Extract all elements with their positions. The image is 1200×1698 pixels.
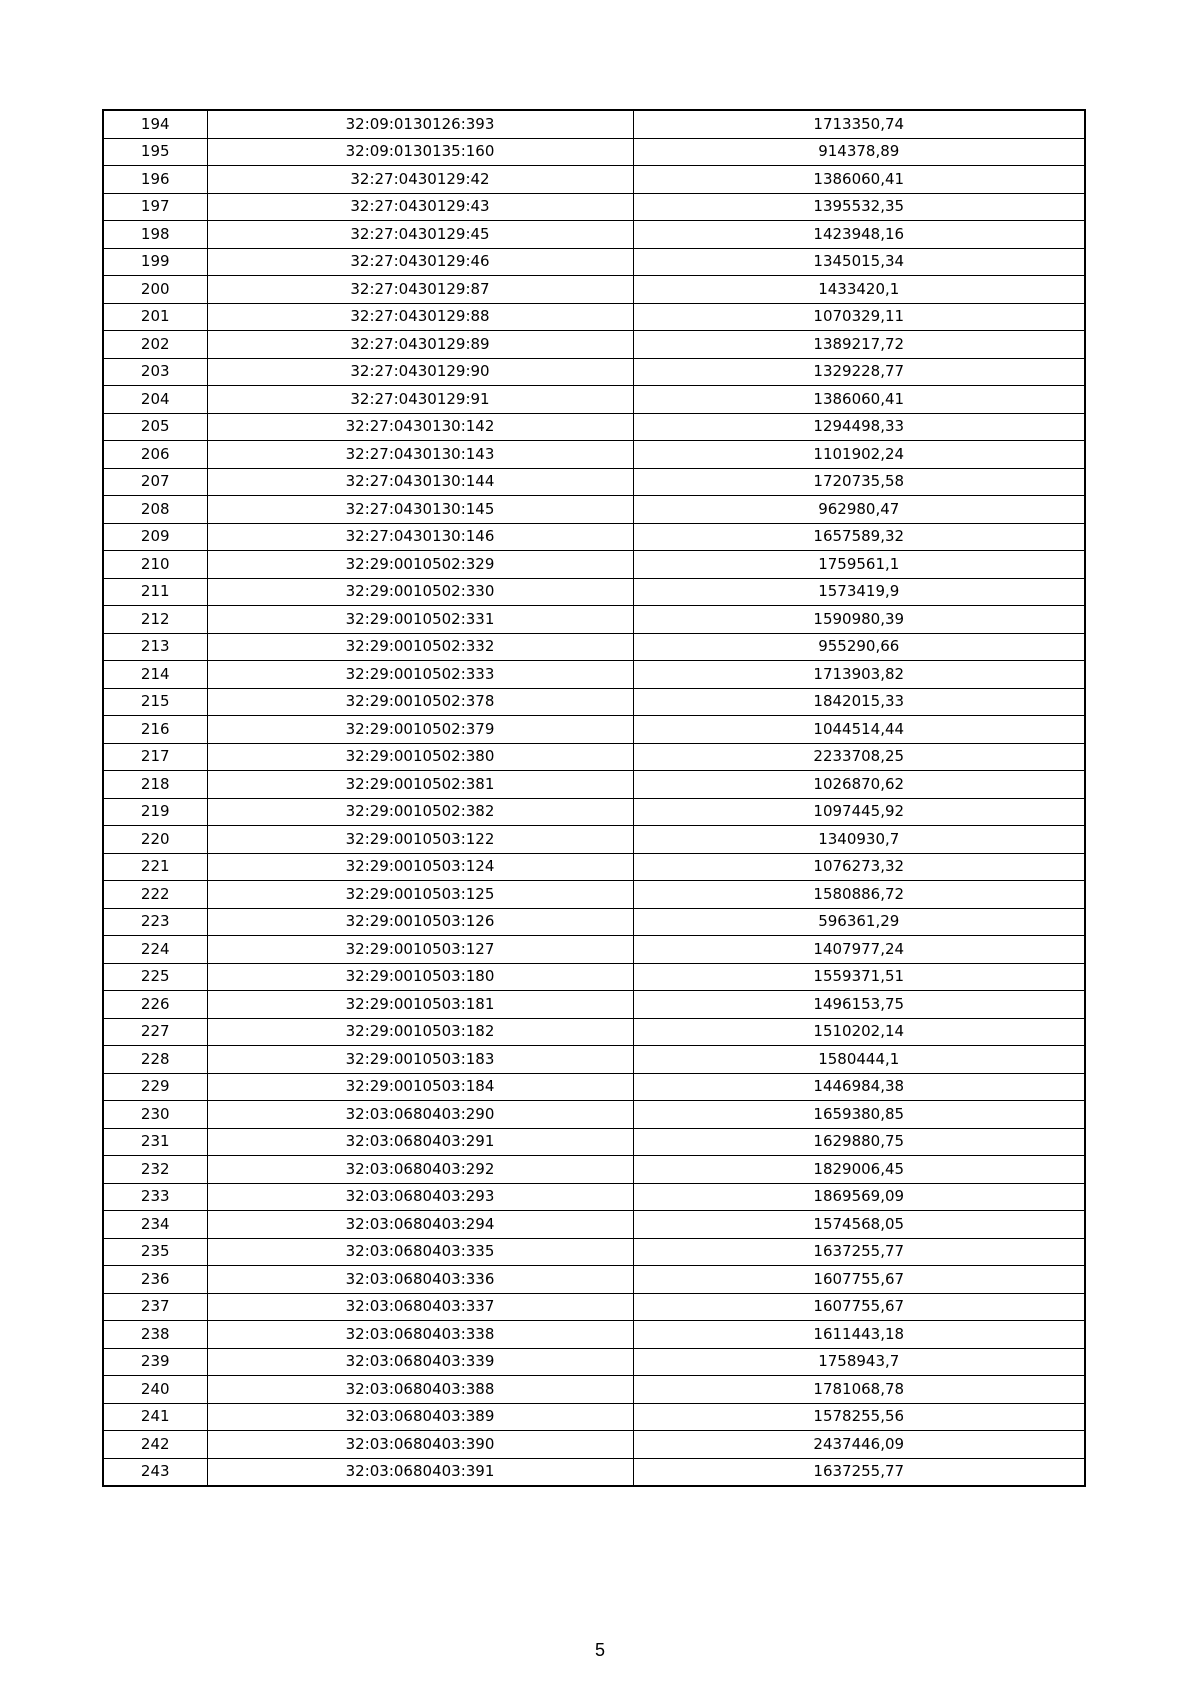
- value-cell: 596361,29: [633, 908, 1085, 936]
- table-row: [103, 1376, 1085, 1404]
- cadastral-number-cell: 32:29:0010503:122: [207, 826, 633, 854]
- table-row: [103, 1046, 1085, 1074]
- cadastral-number-cell: 32:27:0430130:145: [207, 496, 633, 524]
- value-cell: 1386060,41: [633, 386, 1085, 414]
- cadastral-number-cell: 32:27:0430129:88: [207, 303, 633, 331]
- cadastral-number-cell: 32:29:0010503:127: [207, 936, 633, 964]
- table-row: [103, 193, 1085, 221]
- row-number-cell: 222: [103, 881, 207, 909]
- row-number-cell: 242: [103, 1431, 207, 1459]
- table-row: [103, 798, 1085, 826]
- table-row: [103, 963, 1085, 991]
- value-cell: 1720735,58: [633, 468, 1085, 496]
- row-number-cell: 195: [103, 138, 207, 166]
- cadastral-number-cell: 32:09:0130135:160: [207, 138, 633, 166]
- row-number-cell: 218: [103, 771, 207, 799]
- cadastral-number-cell: 32:03:0680403:293: [207, 1183, 633, 1211]
- value-cell: 1340930,7: [633, 826, 1085, 854]
- cadastral-number-cell: 32:27:0430130:144: [207, 468, 633, 496]
- value-cell: 1842015,33: [633, 688, 1085, 716]
- value-cell: 1607755,67: [633, 1266, 1085, 1294]
- table-row: [103, 826, 1085, 854]
- row-number-cell: 209: [103, 523, 207, 551]
- cadastral-number-cell: 32:29:0010503:184: [207, 1073, 633, 1101]
- row-number-cell: 230: [103, 1101, 207, 1129]
- value-cell: 1389217,72: [633, 331, 1085, 359]
- table-row: [103, 633, 1085, 661]
- value-cell: 1758943,7: [633, 1348, 1085, 1376]
- value-cell: 1329228,77: [633, 358, 1085, 386]
- row-number-cell: 228: [103, 1046, 207, 1074]
- cadastre-value-table: [102, 109, 1086, 1487]
- value-cell: 1433420,1: [633, 276, 1085, 304]
- table-row: [103, 578, 1085, 606]
- value-cell: 1759561,1: [633, 551, 1085, 579]
- row-number-cell: 236: [103, 1266, 207, 1294]
- cadastral-number-cell: 32:29:0010502:330: [207, 578, 633, 606]
- table-row: [103, 1293, 1085, 1321]
- value-cell: 1580444,1: [633, 1046, 1085, 1074]
- table-row: [103, 138, 1085, 166]
- cadastral-number-cell: 32:27:0430129:87: [207, 276, 633, 304]
- value-cell: 1097445,92: [633, 798, 1085, 826]
- cadastral-number-cell: 32:27:0430129:89: [207, 331, 633, 359]
- row-number-cell: 234: [103, 1211, 207, 1239]
- row-number-cell: 223: [103, 908, 207, 936]
- row-number-cell: 212: [103, 606, 207, 634]
- value-cell: 1044514,44: [633, 716, 1085, 744]
- row-number-cell: 229: [103, 1073, 207, 1101]
- cadastral-number-cell: 32:03:0680403:291: [207, 1128, 633, 1156]
- table-row: [103, 248, 1085, 276]
- cadastral-number-cell: 32:27:0430130:146: [207, 523, 633, 551]
- cadastral-number-cell: 32:29:0010502:379: [207, 716, 633, 744]
- value-cell: 1026870,62: [633, 771, 1085, 799]
- value-cell: 1578255,56: [633, 1403, 1085, 1431]
- table-row: [103, 743, 1085, 771]
- value-cell: 1607755,67: [633, 1293, 1085, 1321]
- table-row: [103, 358, 1085, 386]
- value-cell: 1345015,34: [633, 248, 1085, 276]
- row-number-cell: 231: [103, 1128, 207, 1156]
- table-row: [103, 1266, 1085, 1294]
- cadastral-number-cell: 32:29:0010502:381: [207, 771, 633, 799]
- row-number-cell: 233: [103, 1183, 207, 1211]
- cadastral-number-cell: 32:03:0680403:290: [207, 1101, 633, 1129]
- row-number-cell: 205: [103, 413, 207, 441]
- cadastral-number-cell: 32:03:0680403:335: [207, 1238, 633, 1266]
- table-row: [103, 331, 1085, 359]
- table-row: [103, 1348, 1085, 1376]
- value-cell: 1101902,24: [633, 441, 1085, 469]
- table-row: [103, 1156, 1085, 1184]
- table-row: [103, 413, 1085, 441]
- value-cell: 1629880,75: [633, 1128, 1085, 1156]
- row-number-cell: 237: [103, 1293, 207, 1321]
- table-row: [103, 221, 1085, 249]
- value-cell: 1386060,41: [633, 166, 1085, 194]
- cadastral-number-cell: 32:29:0010502:329: [207, 551, 633, 579]
- cadastral-number-cell: 32:27:0430130:143: [207, 441, 633, 469]
- cadastral-number-cell: 32:29:0010502:380: [207, 743, 633, 771]
- cadastral-number-cell: 32:03:0680403:389: [207, 1403, 633, 1431]
- value-cell: 1574568,05: [633, 1211, 1085, 1239]
- table-row: [103, 1238, 1085, 1266]
- row-number-cell: 202: [103, 331, 207, 359]
- row-number-cell: 243: [103, 1458, 207, 1486]
- cadastral-number-cell: 32:29:0010503:126: [207, 908, 633, 936]
- row-number-cell: 200: [103, 276, 207, 304]
- value-cell: 1590980,39: [633, 606, 1085, 634]
- row-number-cell: 235: [103, 1238, 207, 1266]
- row-number-cell: 225: [103, 963, 207, 991]
- value-cell: 1573419,9: [633, 578, 1085, 606]
- row-number-cell: 217: [103, 743, 207, 771]
- cadastral-number-cell: 32:29:0010503:181: [207, 991, 633, 1019]
- value-cell: 1637255,77: [633, 1238, 1085, 1266]
- table-row: [103, 1128, 1085, 1156]
- row-number-cell: 239: [103, 1348, 207, 1376]
- value-cell: 1781068,78: [633, 1376, 1085, 1404]
- cadastral-number-cell: 32:03:0680403:339: [207, 1348, 633, 1376]
- value-cell: 962980,47: [633, 496, 1085, 524]
- value-cell: 955290,66: [633, 633, 1085, 661]
- value-cell: 1559371,51: [633, 963, 1085, 991]
- cadastral-number-cell: 32:27:0430129:46: [207, 248, 633, 276]
- cadastral-number-cell: 32:03:0680403:390: [207, 1431, 633, 1459]
- cadastral-number-cell: 32:03:0680403:391: [207, 1458, 633, 1486]
- value-cell: 1657589,32: [633, 523, 1085, 551]
- cadastral-number-cell: 32:27:0430129:90: [207, 358, 633, 386]
- row-number-cell: 194: [103, 110, 207, 138]
- table-row: [103, 688, 1085, 716]
- table-row: [103, 1073, 1085, 1101]
- cadastral-number-cell: 32:29:0010503:183: [207, 1046, 633, 1074]
- row-number-cell: 227: [103, 1018, 207, 1046]
- value-cell: 1407977,24: [633, 936, 1085, 964]
- row-number-cell: 238: [103, 1321, 207, 1349]
- value-cell: 1637255,77: [633, 1458, 1085, 1486]
- value-cell: 1580886,72: [633, 881, 1085, 909]
- cadastral-number-cell: 32:29:0010502:382: [207, 798, 633, 826]
- value-cell: 1395532,35: [633, 193, 1085, 221]
- row-number-cell: 219: [103, 798, 207, 826]
- table-row: [103, 1321, 1085, 1349]
- table-row: [103, 853, 1085, 881]
- row-number-cell: 214: [103, 661, 207, 689]
- cadastral-number-cell: 32:03:0680403:338: [207, 1321, 633, 1349]
- row-number-cell: 216: [103, 716, 207, 744]
- table-row: [103, 1431, 1085, 1459]
- cadastral-number-cell: 32:03:0680403:294: [207, 1211, 633, 1239]
- row-number-cell: 199: [103, 248, 207, 276]
- cadastral-number-cell: 32:27:0430130:142: [207, 413, 633, 441]
- cadastral-number-cell: 32:03:0680403:337: [207, 1293, 633, 1321]
- value-cell: 1659380,85: [633, 1101, 1085, 1129]
- row-number-cell: 215: [103, 688, 207, 716]
- table-row: [103, 1101, 1085, 1129]
- table-row: [103, 771, 1085, 799]
- table-row: [103, 110, 1085, 138]
- cadastral-number-cell: 32:29:0010502:331: [207, 606, 633, 634]
- table-row: [103, 303, 1085, 331]
- row-number-cell: 241: [103, 1403, 207, 1431]
- row-number-cell: 220: [103, 826, 207, 854]
- table-row: [103, 1183, 1085, 1211]
- row-number-cell: 210: [103, 551, 207, 579]
- value-cell: 1611443,18: [633, 1321, 1085, 1349]
- cadastral-number-cell: 32:27:0430129:43: [207, 193, 633, 221]
- value-cell: 1869569,09: [633, 1183, 1085, 1211]
- value-cell: 1446984,38: [633, 1073, 1085, 1101]
- table-row: [103, 716, 1085, 744]
- table-row: [103, 1403, 1085, 1431]
- cadastral-number-cell: 32:29:0010503:125: [207, 881, 633, 909]
- value-cell: 1713350,74: [633, 110, 1085, 138]
- table-row: [103, 1211, 1085, 1239]
- value-cell: 1423948,16: [633, 221, 1085, 249]
- cadastral-number-cell: 32:27:0430129:42: [207, 166, 633, 194]
- table-row: [103, 496, 1085, 524]
- value-cell: 2233708,25: [633, 743, 1085, 771]
- table-row: [103, 991, 1085, 1019]
- table-row: [103, 1018, 1085, 1046]
- row-number-cell: 224: [103, 936, 207, 964]
- cadastral-number-cell: 32:27:0430129:91: [207, 386, 633, 414]
- row-number-cell: 197: [103, 193, 207, 221]
- table-row: [103, 908, 1085, 936]
- table-row: [103, 441, 1085, 469]
- table-row: [103, 936, 1085, 964]
- value-cell: 1294498,33: [633, 413, 1085, 441]
- cadastral-number-cell: 32:03:0680403:292: [207, 1156, 633, 1184]
- cadastral-number-cell: 32:29:0010503:124: [207, 853, 633, 881]
- value-cell: 1829006,45: [633, 1156, 1085, 1184]
- table-row: [103, 386, 1085, 414]
- row-number-cell: 201: [103, 303, 207, 331]
- table-row: [103, 1458, 1085, 1486]
- cadastral-number-cell: 32:29:0010502:378: [207, 688, 633, 716]
- row-number-cell: 240: [103, 1376, 207, 1404]
- table-body: [103, 110, 1085, 1486]
- value-cell: 1076273,32: [633, 853, 1085, 881]
- row-number-cell: 213: [103, 633, 207, 661]
- cadastral-number-cell: 32:03:0680403:388: [207, 1376, 633, 1404]
- value-cell: 1070329,11: [633, 303, 1085, 331]
- page-number: 5: [594, 1640, 605, 1660]
- row-number-cell: 226: [103, 991, 207, 1019]
- value-cell: 1713903,82: [633, 661, 1085, 689]
- table-row: [103, 661, 1085, 689]
- table-row: [103, 166, 1085, 194]
- cadastral-number-cell: 32:29:0010502:333: [207, 661, 633, 689]
- table-row: [103, 276, 1085, 304]
- table-row: [103, 881, 1085, 909]
- value-cell: 2437446,09: [633, 1431, 1085, 1459]
- cadastral-number-cell: 32:29:0010502:332: [207, 633, 633, 661]
- table-row: [103, 523, 1085, 551]
- cadastral-number-cell: 32:09:0130126:393: [207, 110, 633, 138]
- row-number-cell: 204: [103, 386, 207, 414]
- row-number-cell: 208: [103, 496, 207, 524]
- value-cell: 1496153,75: [633, 991, 1085, 1019]
- row-number-cell: 221: [103, 853, 207, 881]
- table-row: [103, 551, 1085, 579]
- row-number-cell: 203: [103, 358, 207, 386]
- row-number-cell: 198: [103, 221, 207, 249]
- row-number-cell: 206: [103, 441, 207, 469]
- row-number-cell: 211: [103, 578, 207, 606]
- cadastral-number-cell: 32:29:0010503:182: [207, 1018, 633, 1046]
- row-number-cell: 196: [103, 166, 207, 194]
- row-number-cell: 232: [103, 1156, 207, 1184]
- cadastral-number-cell: 32:27:0430129:45: [207, 221, 633, 249]
- cadastral-number-cell: 32:03:0680403:336: [207, 1266, 633, 1294]
- row-number-cell: 207: [103, 468, 207, 496]
- value-cell: 914378,89: [633, 138, 1085, 166]
- cadastral-number-cell: 32:29:0010503:180: [207, 963, 633, 991]
- table-row: [103, 468, 1085, 496]
- table-row: [103, 606, 1085, 634]
- value-cell: 1510202,14: [633, 1018, 1085, 1046]
